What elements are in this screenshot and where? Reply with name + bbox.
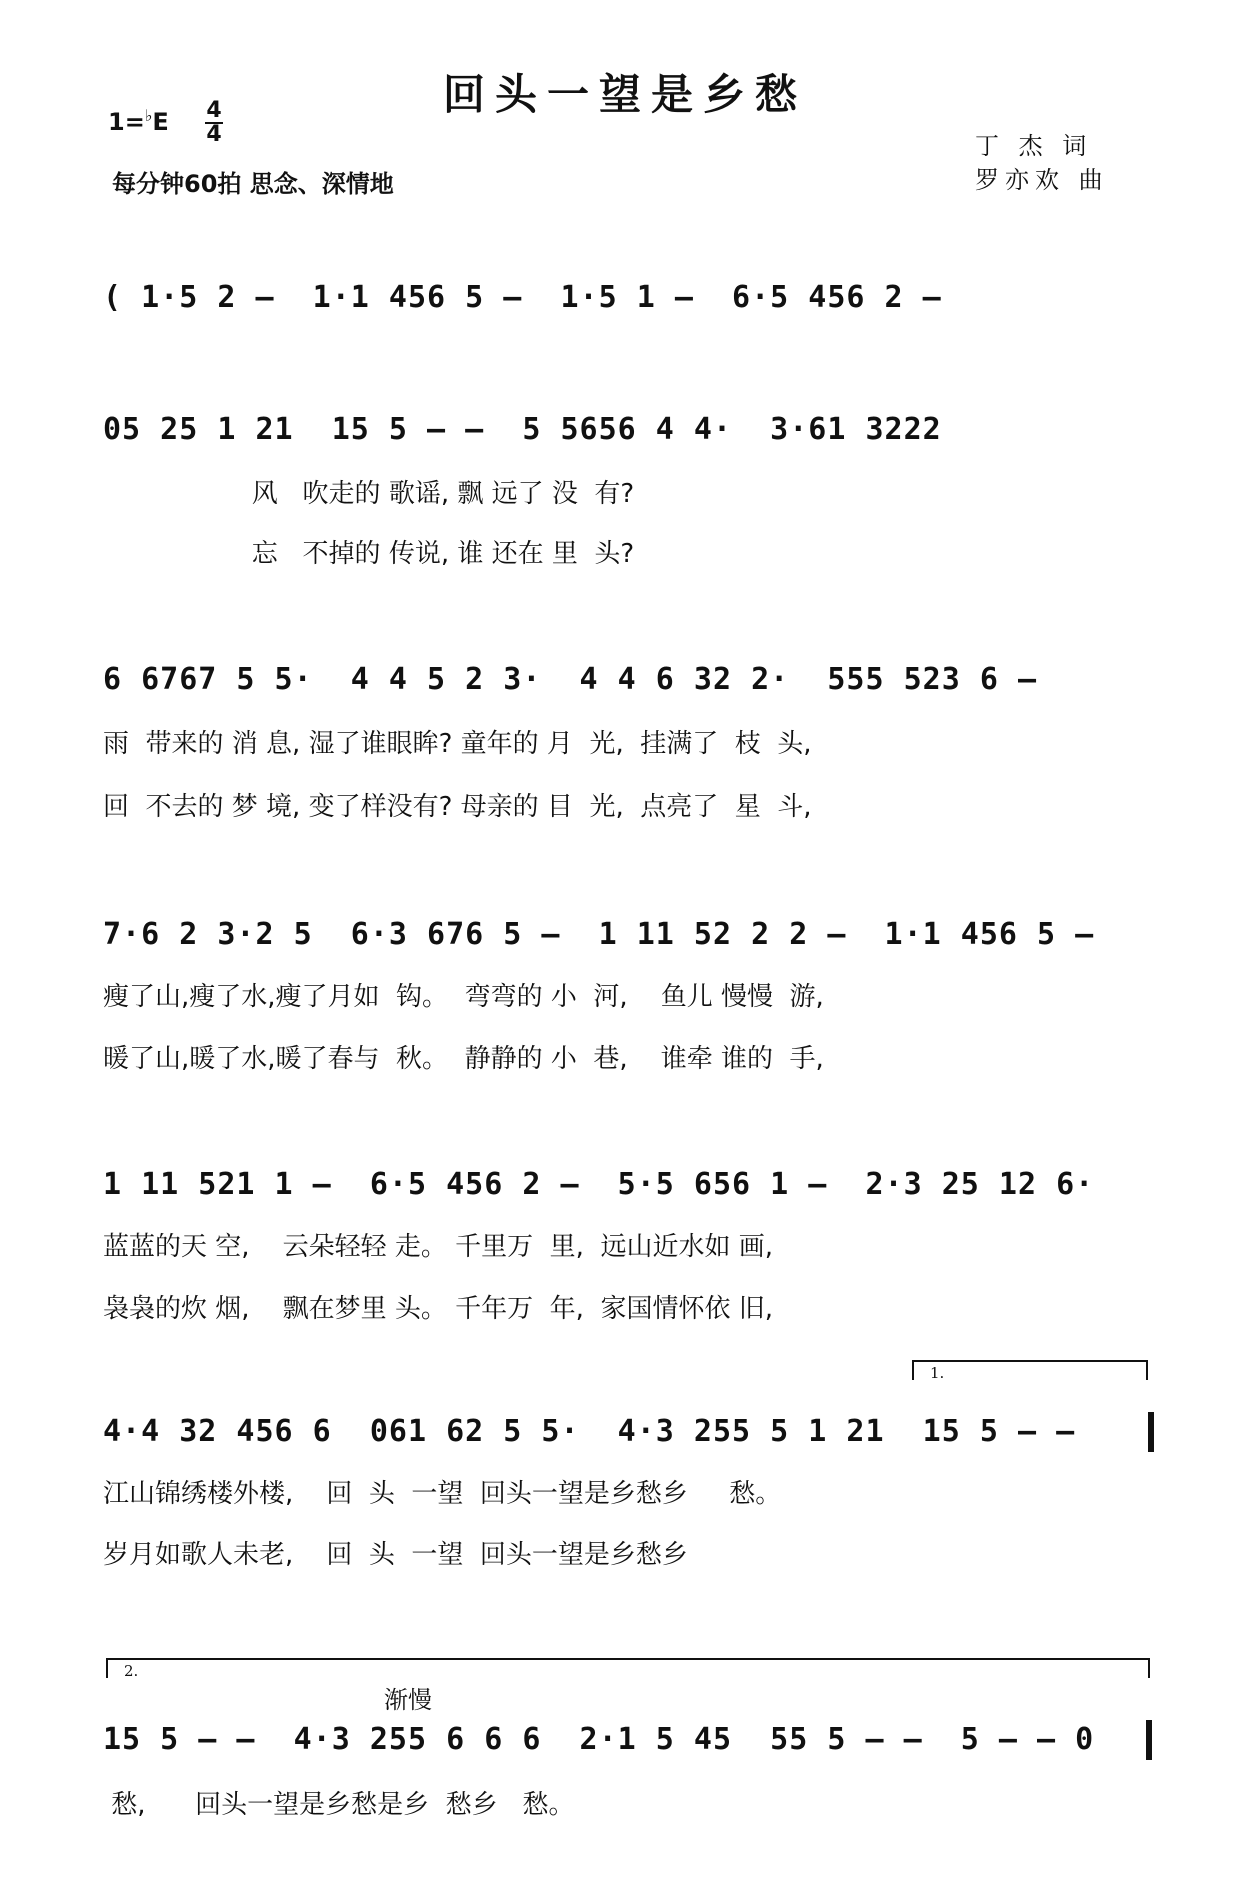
song-title: 回头一望是乡愁 bbox=[442, 70, 807, 119]
volta-bracket-2 bbox=[106, 1658, 1150, 1678]
notation-row-6: 4·4 32 456 6 061 62 5 5· 4·3 255 5 1 21 15 5 — — bbox=[103, 1414, 1076, 1449]
lyrics-row-3-verse-2: 回 不去的 梦 境, 变了样没有? 母亲的 目 光, 点亮了 星 斗, bbox=[103, 792, 812, 822]
tempo-marking: 每分钟60拍 思念、深情地 bbox=[112, 170, 394, 198]
lyrics-row-6-verse-1: 江山锦绣楼外楼, 回 头 一望 回头一望是乡愁乡 愁。 bbox=[103, 1479, 782, 1509]
lyricist-credit: 丁 杰 词 bbox=[975, 132, 1093, 160]
lyrics-row-5-verse-2: 袅袅的炊 烟, 飘在梦里 头。 千年万 年, 家国情怀依 旧, bbox=[103, 1294, 773, 1324]
volta-1-label: 1. bbox=[930, 1364, 945, 1382]
notation-row-1: ( 1·5 2 — 1·1 456 5 — 1·5 1 — 6·5 456 2 — bbox=[103, 280, 942, 315]
ritardando-marking: 渐慢 bbox=[384, 1686, 432, 1714]
lyrics-row-6-verse-2: 岁月如歌人未老, 回 头 一望 回头一望是乡愁乡 bbox=[103, 1540, 688, 1570]
notation-row-3: 6 6767 5 5· 4 4 5 2 3· 4 4 6 32 2· 555 523 6 — bbox=[103, 662, 1038, 697]
lyrics-row-4-verse-2: 暖了山,暖了水,暖了春与 秋。 静静的 小 巷, 谁牵 谁的 手, bbox=[103, 1044, 824, 1074]
key-note: E bbox=[152, 108, 169, 136]
composer-credit: 罗亦欢 曲 bbox=[975, 166, 1109, 194]
flat-sign: ♭ bbox=[144, 106, 153, 125]
notation-row-7: 15 5 — — 4·3 255 6 6 6 2·1 5 45 55 5 — — 5 — — 0 bbox=[103, 1722, 1095, 1757]
lyrics-row-2-verse-2: 忘 不掉的 传说, 谁 还在 里 头? bbox=[103, 539, 635, 569]
key-signature bbox=[108, 106, 169, 136]
key-prefix: 1= bbox=[108, 108, 145, 136]
volta-2-label: 2. bbox=[124, 1662, 139, 1680]
lyrics-row-3-verse-1: 雨 带来的 消 息, 湿了谁眼眸? 童年的 月 光, 挂满了 枝 头, bbox=[103, 729, 812, 759]
final-bar bbox=[1146, 1720, 1152, 1760]
lyrics-row-4-verse-1: 瘦了山,瘦了水,瘦了月如 钩。 弯弯的 小 河, 鱼儿 慢慢 游, bbox=[103, 982, 824, 1012]
lyrics-row-5-verse-1: 蓝蓝的天 空, 云朵轻轻 走。 千里万 里, 远山近水如 画, bbox=[103, 1232, 773, 1262]
repeat-end-bar bbox=[1148, 1412, 1154, 1452]
time-signature bbox=[205, 100, 223, 146]
meter-bottom: 4 bbox=[206, 122, 222, 147]
volta-bracket-1 bbox=[912, 1360, 1148, 1380]
notation-row-2: 05 25 1 21 15 5 — — 5 5656 4 4· 3·61 3222 bbox=[103, 412, 942, 447]
notation-row-5: 1 11 521 1 — 6·5 456 2 — 5·5 656 1 — 2·3 25 12 6· bbox=[103, 1167, 1095, 1202]
lyrics-row-2-verse-1: 风 吹走的 歌谣, 飘 远了 没 有? bbox=[103, 479, 635, 509]
lyrics-row-7: 愁, 回头一望是乡愁是乡 愁乡 愁。 bbox=[103, 1790, 575, 1820]
meter-top: 4 bbox=[206, 98, 222, 123]
notation-row-4: 7·6 2 3·2 5 6·3 676 5 — 1 11 52 2 2 — 1·1 456 5 — bbox=[103, 917, 1095, 952]
